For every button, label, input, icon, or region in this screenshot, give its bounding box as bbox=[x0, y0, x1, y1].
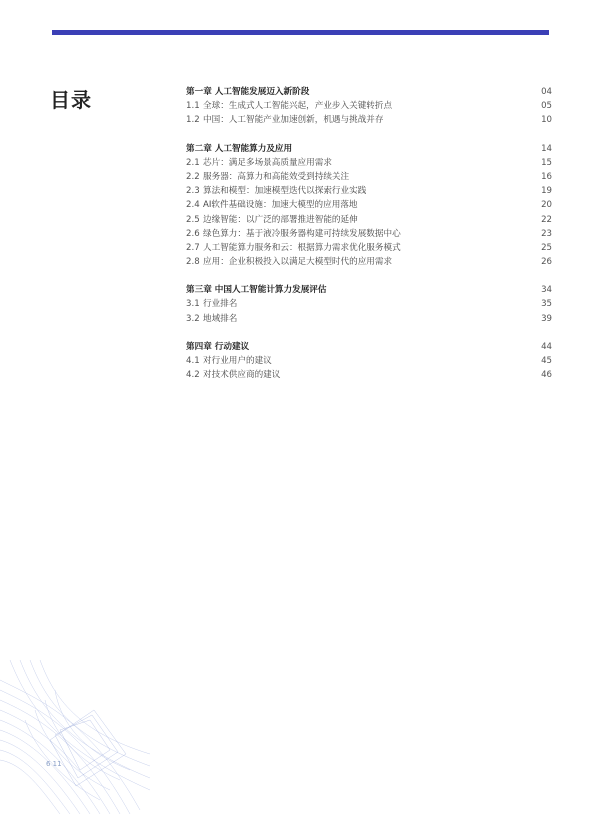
section-title: 绿色算力：基于液冷服务器构建可持续发展数据中心 bbox=[203, 228, 401, 239]
section-title: 服务器：高算力和高能效受到持续关注 bbox=[203, 171, 350, 182]
chapter-entry[interactable] bbox=[186, 283, 552, 297]
section-title: 边缘智能：以广泛的部署推进智能的延伸 bbox=[203, 214, 358, 225]
chapter-2 bbox=[186, 142, 552, 270]
section-number: 2.3 bbox=[186, 186, 200, 197]
section-number: 2.4 bbox=[186, 200, 200, 211]
section-number: 4.1 bbox=[186, 356, 200, 366]
chapter-entry[interactable] bbox=[186, 340, 552, 354]
chapter-entry[interactable] bbox=[186, 142, 552, 156]
page-number: 05 bbox=[541, 101, 552, 112]
page-number: 39 bbox=[541, 313, 552, 324]
section-number: 3.1 bbox=[186, 299, 200, 310]
section-entry[interactable] bbox=[186, 241, 552, 255]
section-entry[interactable] bbox=[186, 227, 552, 241]
section-entry[interactable] bbox=[186, 297, 552, 311]
section-entry[interactable] bbox=[186, 184, 552, 198]
section-entry[interactable] bbox=[186, 213, 552, 227]
section-number: 2.7 bbox=[186, 242, 200, 253]
section-title: 算法和模型：加速模型迭代以探索行业实践 bbox=[203, 186, 367, 197]
page-number: 23 bbox=[541, 228, 552, 239]
footer-mark: 6 11 bbox=[46, 760, 62, 768]
chapter-title: 第四章 行动建议 bbox=[186, 341, 250, 352]
page-number: 19 bbox=[541, 186, 552, 197]
page-number: 46 bbox=[541, 370, 552, 381]
section-entry[interactable] bbox=[186, 170, 552, 184]
section-entry[interactable] bbox=[186, 312, 552, 326]
chapter-4 bbox=[186, 340, 552, 383]
section-title: 应用：企业积极投入以满足大模型时代的应用需求 bbox=[203, 257, 393, 268]
chapter-3 bbox=[186, 283, 552, 326]
section-number: 2.5 bbox=[186, 214, 200, 225]
page-number: 14 bbox=[541, 143, 552, 154]
section-entry[interactable] bbox=[186, 255, 552, 269]
chapter-title: 第三章 中国人工智能计算力发展评估 bbox=[186, 285, 327, 296]
page-number: 22 bbox=[541, 214, 552, 225]
table-of-contents bbox=[186, 85, 552, 396]
toc-title: 目录 bbox=[50, 88, 92, 112]
section-title: AI软件基础设施：加速大模型的应用落地 bbox=[203, 200, 358, 211]
section-number: 3.2 bbox=[186, 313, 200, 324]
section-title: 中国：人工智能产业加速创新，机遇与挑战并存 bbox=[203, 115, 384, 126]
section-number: 2.8 bbox=[186, 257, 200, 268]
section-title: 人工智能算力服务和云：根据算力需求优化服务模式 bbox=[203, 242, 401, 253]
section-entry[interactable] bbox=[186, 113, 552, 127]
section-number: 1.1 bbox=[186, 101, 200, 112]
page-number: 35 bbox=[541, 299, 552, 310]
section-number: 4.2 bbox=[186, 370, 200, 381]
page-number: 16 bbox=[541, 171, 552, 182]
decorative-swirl-graphic bbox=[0, 660, 150, 814]
page-number: 10 bbox=[541, 115, 552, 126]
section-number: 2.1 bbox=[186, 157, 200, 168]
section-title: 行业排名 bbox=[203, 299, 238, 310]
section-entry[interactable] bbox=[186, 198, 552, 212]
page-number: 20 bbox=[541, 200, 552, 211]
section-title: 对技术供应商的建议 bbox=[203, 370, 281, 381]
page-number: 34 bbox=[541, 285, 552, 296]
section-number: 2.2 bbox=[186, 171, 200, 182]
page-number: 15 bbox=[541, 157, 552, 168]
section-entry[interactable] bbox=[186, 156, 552, 170]
section-entry[interactable] bbox=[186, 99, 552, 113]
chapter-1 bbox=[186, 85, 552, 128]
section-number: 1.2 bbox=[186, 115, 200, 126]
page-number: 25 bbox=[541, 242, 552, 253]
chapter-title: 第二章 人工智能算力及应用 bbox=[186, 143, 293, 154]
page-number: 45 bbox=[541, 356, 552, 366]
section-number: 2.6 bbox=[186, 228, 200, 239]
section-entry[interactable] bbox=[186, 354, 552, 368]
chapter-title: 第一章 人工智能发展迈入新阶段 bbox=[186, 87, 310, 97]
chapter-entry[interactable] bbox=[186, 85, 552, 99]
section-title: 全球：生成式人工智能兴起，产业步入关键转折点 bbox=[203, 101, 393, 112]
header-rule bbox=[52, 30, 549, 35]
section-title: 地域排名 bbox=[203, 313, 238, 324]
section-title: 芯片：满足多场景高质量应用需求 bbox=[203, 157, 332, 168]
page-number: 26 bbox=[541, 257, 552, 268]
page-number: 44 bbox=[541, 341, 552, 352]
page-number: 04 bbox=[541, 87, 552, 97]
section-title: 对行业用户的建议 bbox=[203, 356, 272, 366]
section-entry[interactable] bbox=[186, 368, 552, 382]
